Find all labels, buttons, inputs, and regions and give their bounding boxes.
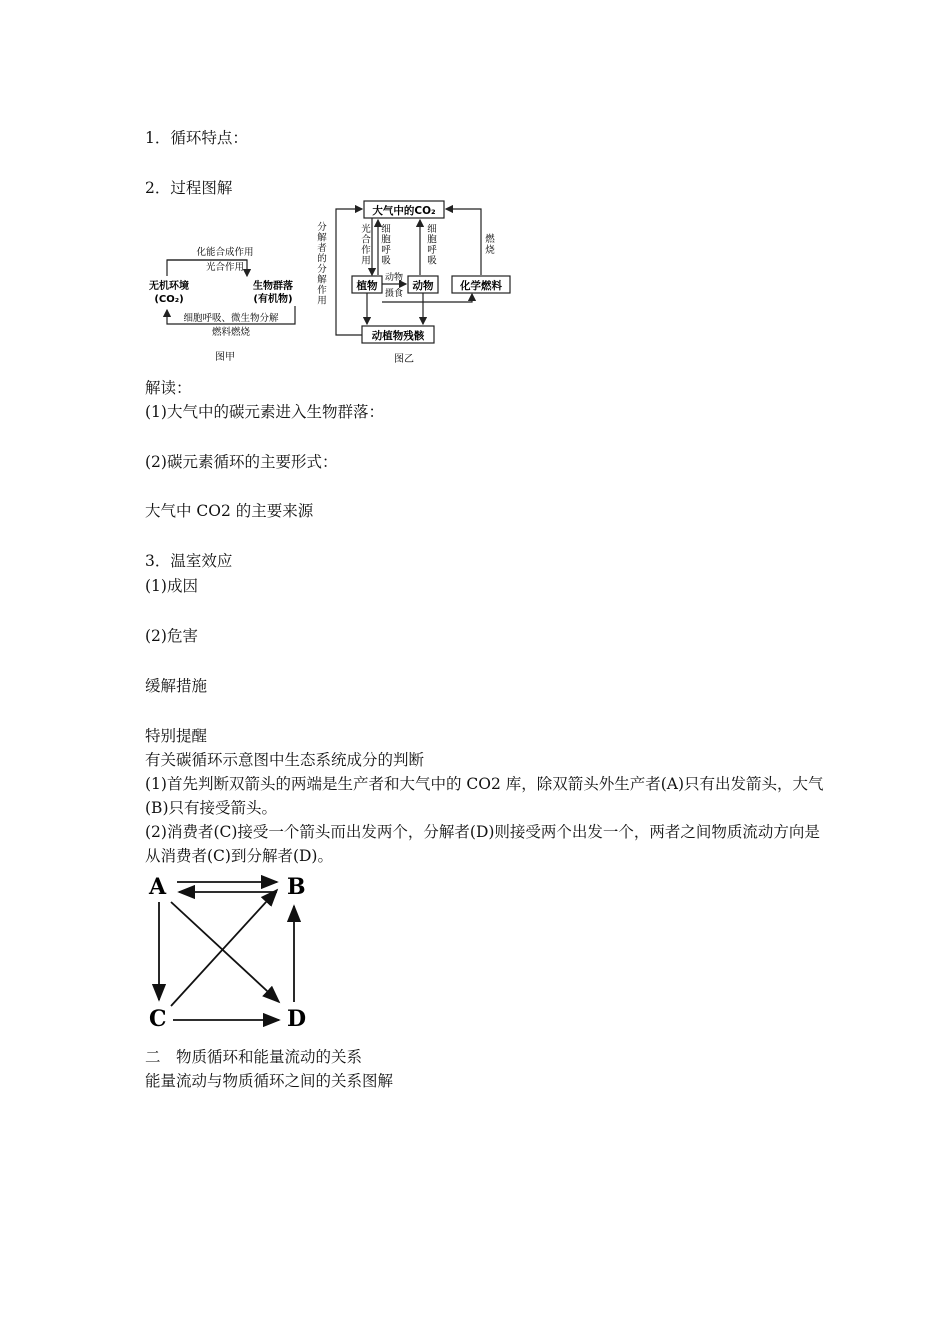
part-2-subtitle: 能量流动与物质循环之间的关系图解 <box>145 1072 394 1090</box>
special-tip-subtitle: 有关碳循环示意图中生态系统成分的判断 <box>145 751 425 769</box>
jia-label-abiotic: 无机环境 <box>149 281 189 292</box>
yi-label-animal: 动物 <box>412 280 434 292</box>
yi-label-plant: 植物 <box>356 280 378 292</box>
vertical-char: 用 <box>361 255 371 267</box>
node-d: D <box>287 1006 307 1032</box>
jia-caption: 图甲 <box>215 352 235 363</box>
tip-paragraph-2: (2)消费者(C)接受一个箭头而出发两个，分解者(D)则接受两个出发一个，两者之间物质流动方向是从消费者(C)到分解者(D)。 <box>145 823 820 865</box>
jia-label-chemosynthesis: 化能合成作用 <box>196 247 254 258</box>
vertical-char: 者 <box>317 243 327 254</box>
vertical-char: 胞 <box>427 234 437 246</box>
jia-label-community-organic: (有机物) <box>253 294 293 305</box>
yi-label-fossil-fuel: 化学燃料 <box>460 280 502 292</box>
vertical-char: 解 <box>317 274 327 286</box>
tip-paragraph-1: (1)首先判断双箭头的两端是生产者和大气中的 CO2 库，除双箭头外生产者(A)只有出发箭头，大气(B)只有接受箭头。 <box>145 775 824 817</box>
yi-label-combustion <box>485 233 495 256</box>
vertical-char: 细 <box>427 224 437 235</box>
vertical-char: 烧 <box>485 245 495 256</box>
node-b: B <box>287 874 306 900</box>
jia-label-respiration: 细胞呼吸、微生物分解 <box>183 313 279 324</box>
yi-caption: 图乙 <box>394 354 414 365</box>
vertical-char: 呼 <box>381 245 391 256</box>
special-tip-title: 特别提醒 <box>145 727 208 745</box>
vertical-char: 用 <box>317 295 327 307</box>
item-2-process-diagram: 2．过程图解 <box>145 179 233 197</box>
yi-label-decomposer <box>317 221 327 307</box>
question-1: (1)大气中的碳元素进入生物群落： <box>145 403 384 421</box>
jia-label-abiotic-co2: (CO₂) <box>154 294 184 305</box>
yi-label-atmosphere-co2: 大气中的CO₂ <box>372 205 436 217</box>
yi-label-plant-respiration <box>381 224 391 267</box>
yi-label-residue: 动植物残骸 <box>371 330 425 342</box>
vertical-char: 吸 <box>427 255 437 267</box>
vertical-char: 的 <box>317 253 327 265</box>
abcd-diagram <box>145 870 315 1035</box>
vertical-char: 解 <box>317 232 327 244</box>
interpretation-heading: 解读： <box>145 379 192 397</box>
jia-label-combustion: 燃料燃烧 <box>211 327 251 338</box>
yi-label-animal-feeding-1: 动物 <box>384 273 404 283</box>
greenhouse-harm: (2)危害 <box>145 627 198 645</box>
greenhouse-cause: (1)成因 <box>145 577 198 595</box>
vertical-char: 作 <box>361 245 371 256</box>
yi-label-animal-feeding-2: 摄食 <box>384 289 404 299</box>
vertical-char: 分 <box>317 264 327 275</box>
yi-label-photosynthesis <box>361 223 371 267</box>
vertical-char: 分 <box>317 222 327 233</box>
vertical-char: 吸 <box>381 255 391 267</box>
mitigation-measures: 缓解措施 <box>145 677 208 695</box>
co2-source: 大气中 CO2 的主要来源 <box>145 502 314 520</box>
vertical-char: 胞 <box>381 234 391 246</box>
item-3-greenhouse: 3．温室效应 <box>145 552 233 570</box>
jia-label-community: 生物群落 <box>253 281 293 292</box>
vertical-char: 光 <box>361 224 371 235</box>
arrow-c-to-b <box>171 890 277 1006</box>
vertical-char: 作 <box>317 285 327 296</box>
part-2-title: 二 物质循环和能量流动的关系 <box>145 1048 363 1066</box>
jia-label-photosynthesis: 光合作用 <box>205 262 245 273</box>
node-a: A <box>149 874 167 900</box>
vertical-char: 燃 <box>485 234 495 245</box>
carbon-cycle-figure-yi <box>312 196 522 368</box>
question-2: (2)碳元素循环的主要形式： <box>145 453 338 471</box>
node-c: C <box>149 1006 167 1032</box>
yi-label-animal-respiration <box>427 224 437 267</box>
item-1-cycle-features: 1．循环特点： <box>145 129 248 147</box>
vertical-char: 合 <box>361 234 371 246</box>
carbon-cycle-figure-jia <box>145 240 305 370</box>
vertical-char: 细 <box>381 224 391 235</box>
vertical-char: 呼 <box>427 245 437 256</box>
